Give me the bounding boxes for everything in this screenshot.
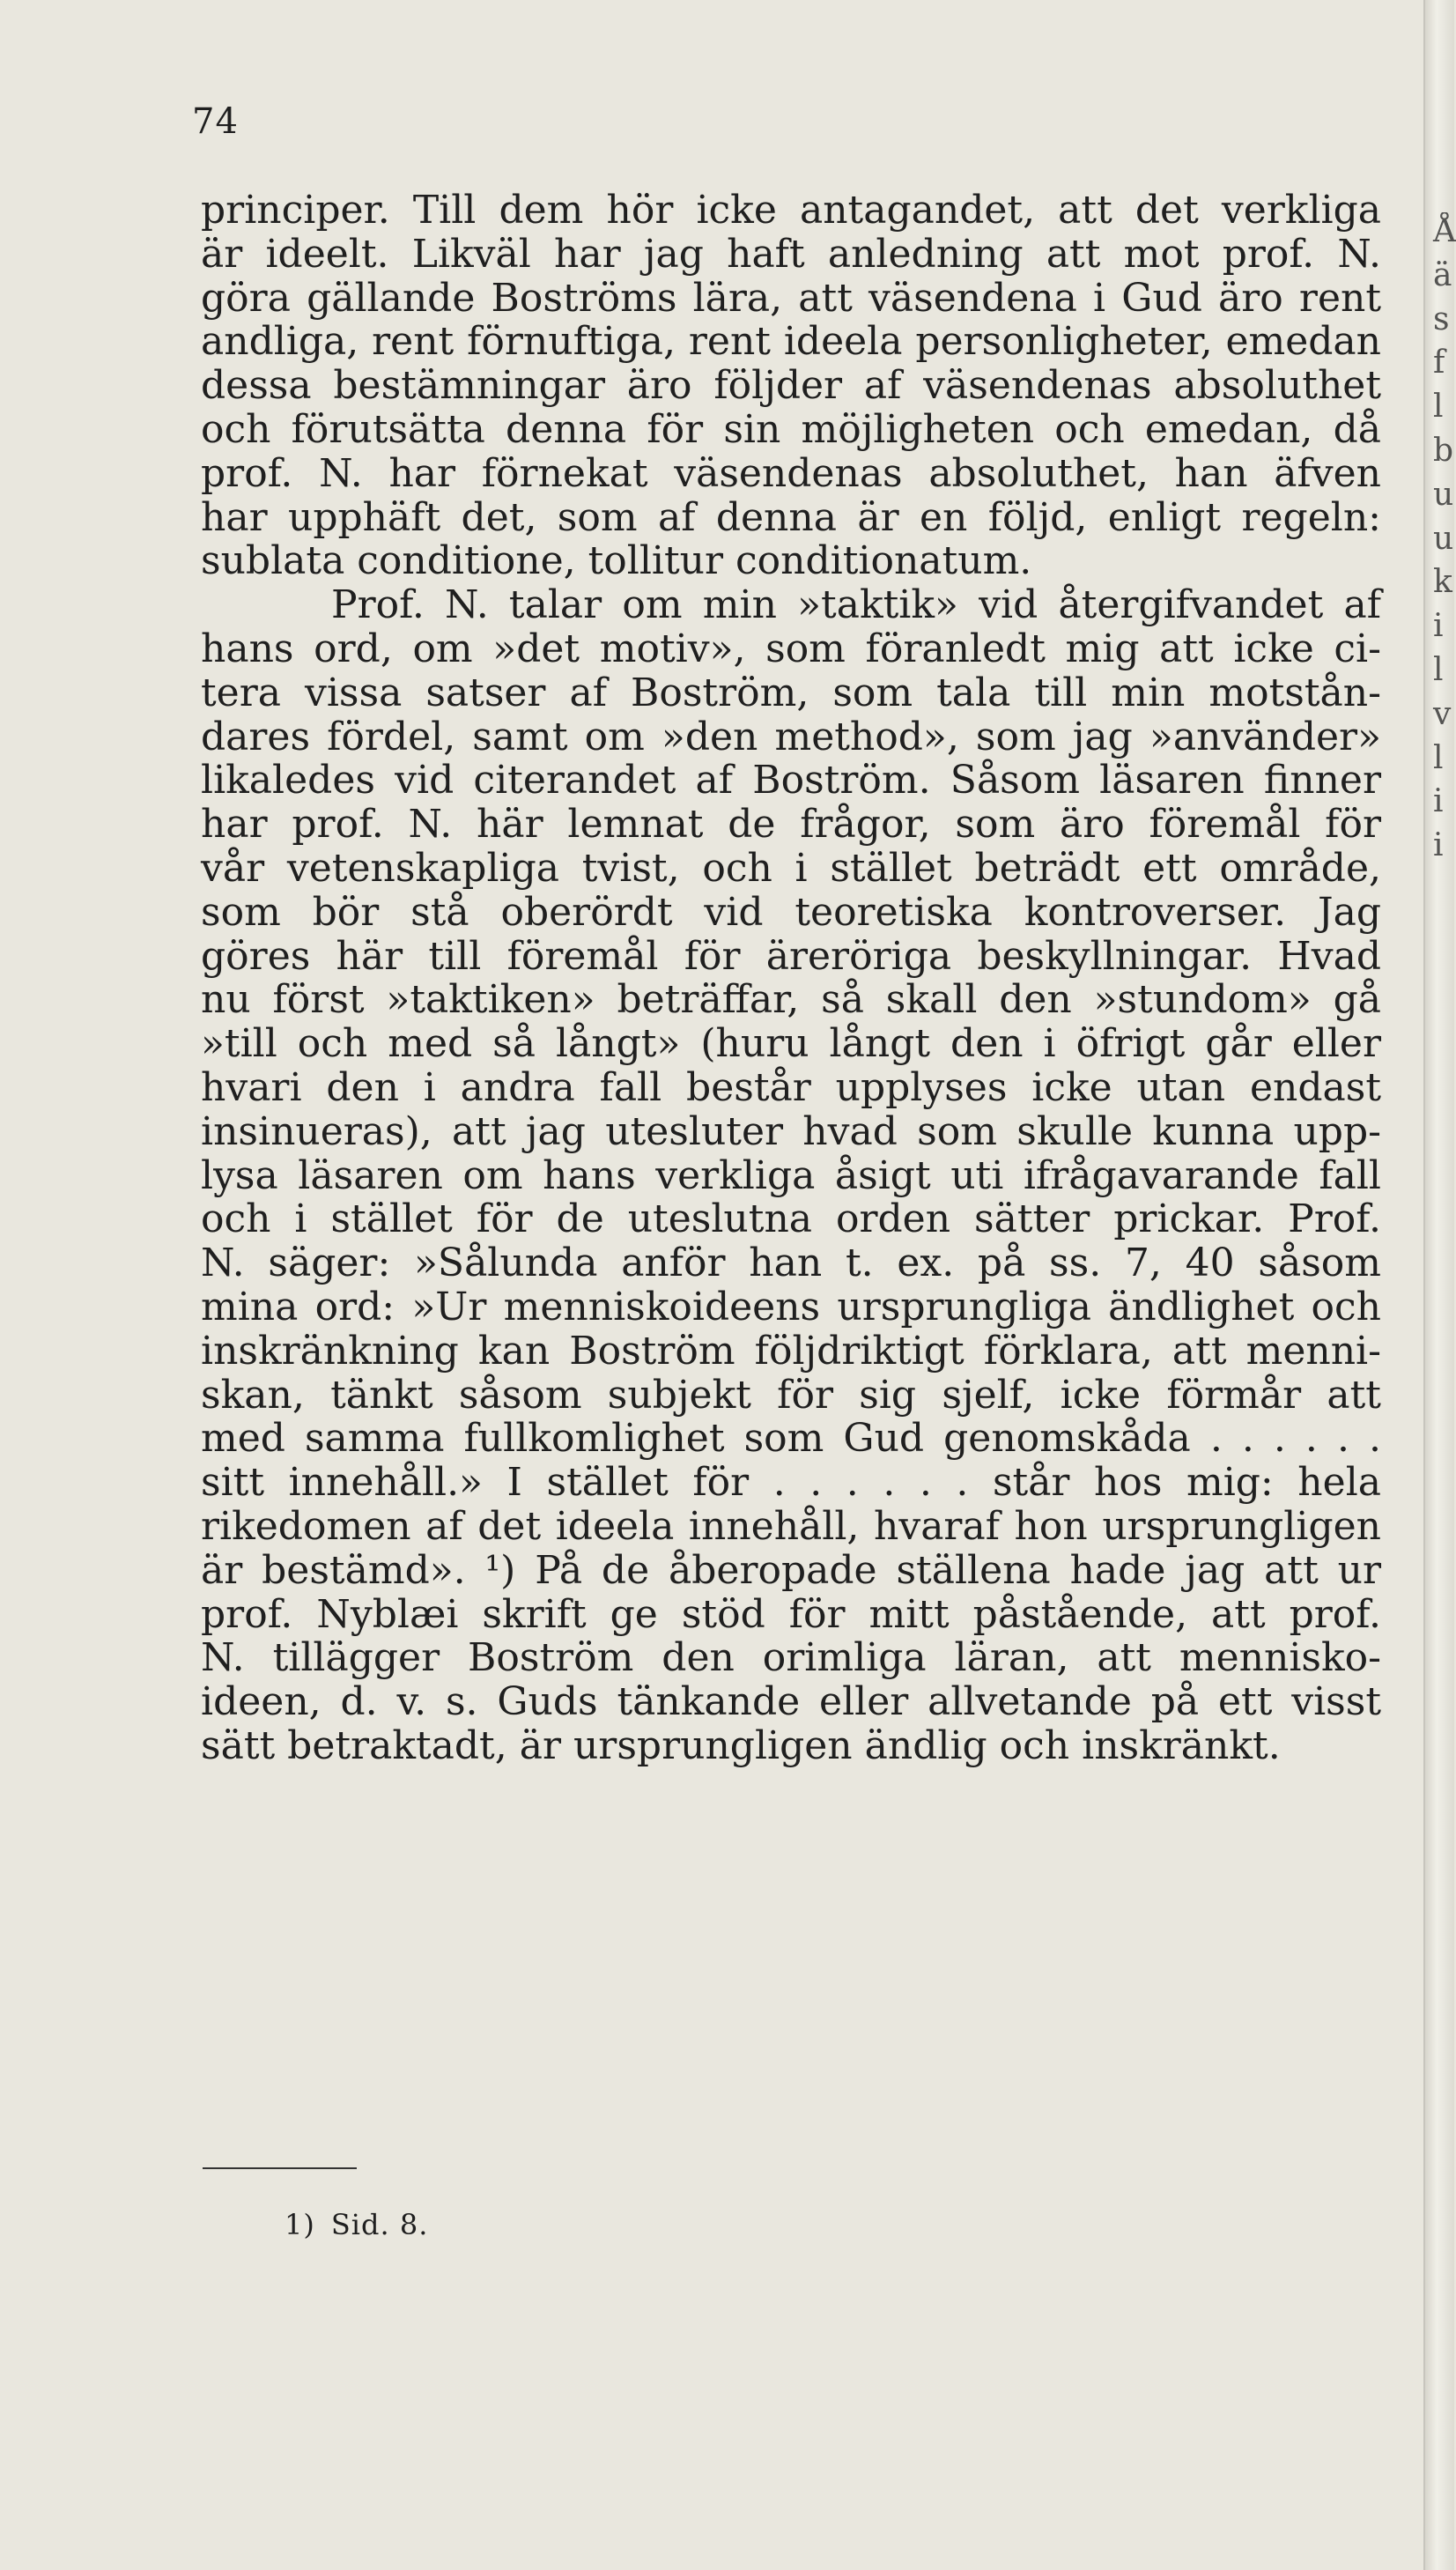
text-line: N. säger: »Sålunda anför han t. ex. på ss. 7, 40 såsom bbox=[201, 1241, 1381, 1286]
next-page-edge bbox=[1423, 0, 1454, 2570]
text-line: lysa läsaren om hans verkliga åsigt uti ifrågavarande fall bbox=[201, 1152, 1381, 1198]
text-line: prof. N. har förnekat väsendenas absoluthet, han äfven bbox=[201, 450, 1381, 496]
text-line: mina ord: »Ur menniskoideens ursprungliga ändlighet och bbox=[201, 1284, 1381, 1329]
text-line: som bör stå oberördt vid teoretiska kontroverser. Jag bbox=[201, 889, 1381, 935]
text-line: N. tillägger Boström den orimliga läran, att mennisko- bbox=[201, 1635, 1381, 1681]
bleed-char: b bbox=[1433, 432, 1454, 469]
footnote-text: Sid. 8. bbox=[330, 2208, 429, 2241]
text-line: göra gällande Boströms lära, att väsendena i Gud äro rent bbox=[201, 275, 1381, 321]
bleed-char: f bbox=[1433, 344, 1445, 381]
text-line: skan, tänkt såsom subjekt för sig sjelf, icke förmår att bbox=[201, 1372, 1381, 1418]
text-line: likaledes vid citerandet af Boström. Såsom läsaren finner bbox=[201, 758, 1381, 804]
text-line: och förutsätta denna för sin möjligheten och emedan, då bbox=[201, 406, 1381, 452]
text-line: hans ord, om »det motiv», som föranledt mig att icke ci- bbox=[201, 626, 1381, 671]
text-line: har upphäft det, som af denna är en följd, enligt regeln: bbox=[201, 494, 1381, 540]
text-line: dessa bestämningar äro följder af väsendenas absoluthet bbox=[201, 363, 1381, 409]
text-line: har prof. N. här lemnat de frågor, som äro föremål för bbox=[201, 802, 1381, 848]
bleed-char: i bbox=[1433, 608, 1444, 645]
text-line: principer. Till dem hör icke antagandet, att det verkliga bbox=[201, 188, 1381, 233]
bleed-char: l bbox=[1433, 739, 1444, 776]
text-line: andliga, rent förnuftiga, rent ideela personligheter, emedan bbox=[201, 319, 1381, 365]
text-line: »till och med så långt» (huru långt den i öfrigt går eller bbox=[201, 1021, 1381, 1067]
bleed-char: u bbox=[1433, 520, 1454, 557]
text-line: hvari den i andra fall består upplyses icke utan endast bbox=[201, 1064, 1381, 1110]
bleed-char: v bbox=[1433, 695, 1452, 732]
bleed-char: l bbox=[1433, 651, 1444, 688]
text-line: och i stället för de uteslutna orden sätter prickar. Prof. bbox=[201, 1196, 1381, 1242]
bleed-char: l bbox=[1433, 389, 1444, 426]
bleed-char: ä bbox=[1433, 256, 1452, 293]
text-line: rikedomen af det ideela innehåll, hvaraf hon ursprungligen bbox=[201, 1503, 1381, 1549]
text-line: Prof. N. talar om min »taktik» vid återgifvandet af bbox=[331, 582, 1381, 628]
page-number: 74 bbox=[192, 101, 239, 142]
footnote-rule bbox=[203, 2167, 357, 2169]
text-line: vår vetenskapliga tvist, och i stället beträdt ett område, bbox=[201, 845, 1381, 891]
text-line: dares fördel, samt om »den method», som jag »använder» bbox=[201, 714, 1381, 759]
text-line: sublata conditione, tollitur conditionatum. bbox=[201, 538, 1032, 584]
bleed-char: Å bbox=[1433, 213, 1456, 249]
text-line: inskränkning kan Boström följdriktigt förklara, att menni- bbox=[201, 1328, 1381, 1374]
bleed-char: k bbox=[1433, 564, 1452, 601]
text-line: insinueras), att jag utesluter hvad som skulle kunna upp- bbox=[201, 1108, 1381, 1154]
text-line: göres här till föremål för äreröriga beskyllningar. Hvad bbox=[201, 933, 1381, 979]
text-line: tera vissa satser af Boström, som tala till min motstån- bbox=[201, 670, 1381, 715]
text-line: sätt betraktadt, är ursprungligen ändlig och inskränkt. bbox=[201, 1722, 1281, 1768]
text-line: med samma fullkomlighet som Gud genomskåda . . . . . . bbox=[201, 1416, 1381, 1462]
footnote-marker: 1) bbox=[285, 2208, 315, 2241]
footnote bbox=[285, 2208, 428, 2241]
bleed-char: u bbox=[1433, 476, 1454, 513]
body-text bbox=[201, 189, 1381, 1768]
text-line: nu först »taktiken» beträffar, så skall den »stundom» gå bbox=[201, 977, 1381, 1023]
bleed-char: i bbox=[1433, 827, 1444, 864]
text-line: är bestämd». ¹) På de åberopade ställena hade jag att ur bbox=[201, 1547, 1381, 1593]
bleed-char: i bbox=[1433, 783, 1444, 820]
text-line: sitt innehåll.» I stället för . . . . . . står hos mig: hela bbox=[201, 1460, 1381, 1506]
bleed-char: s bbox=[1433, 300, 1450, 337]
text-line: prof. Nyblæi skrift ge stöd för mitt påstående, att prof. bbox=[201, 1591, 1381, 1637]
text-line: är ideelt. Likväl har jag haft anledning att mot prof. N. bbox=[201, 231, 1381, 277]
text-line: ideen, d. v. s. Guds tänkande eller allvetande på ett visst bbox=[201, 1679, 1381, 1725]
bleed-through-characters bbox=[1433, 210, 1456, 868]
